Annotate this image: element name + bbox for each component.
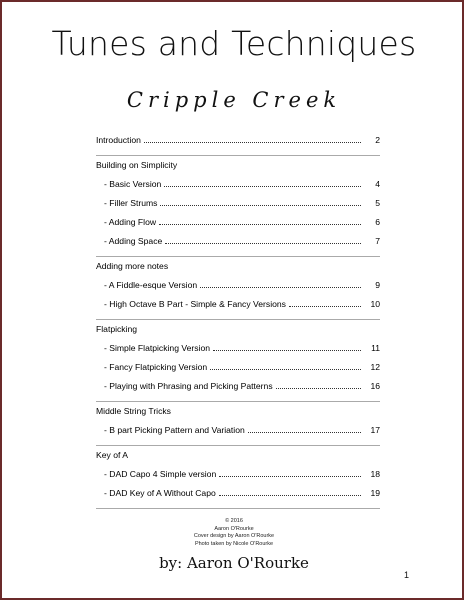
toc-entry-page: 12	[370, 362, 380, 372]
page-number: 1	[404, 570, 410, 580]
toc-entry-page: 6	[375, 217, 380, 227]
toc-section-flatpicking	[96, 320, 380, 402]
toc-section-heading: Adding more notes	[96, 261, 169, 271]
toc-entry[interactable]	[96, 275, 380, 294]
author-line: by: Aaron O'Rourke	[159, 554, 309, 572]
toc-entry-label: - Adding Space	[104, 236, 163, 246]
toc-entry-introduction[interactable]	[96, 130, 380, 149]
toc-dot-leader	[160, 193, 361, 206]
toc-entry[interactable]	[96, 174, 380, 193]
toc-entry-label: - High Octave B Part - Simple & Fancy Versions	[104, 299, 286, 309]
toc-entry[interactable]	[96, 376, 380, 395]
toc-intro-section	[96, 130, 380, 156]
copyright-line: © 2016	[225, 518, 243, 524]
toc-dot-leader	[200, 275, 361, 288]
toc-entry-page: 11	[371, 343, 380, 353]
toc-entry-page: 19	[370, 488, 380, 498]
toc-dot-leader	[159, 212, 361, 225]
toc-entry-label: - DAD Key of A Without Capo	[104, 488, 216, 498]
toc-entry-label: - B part Picking Pattern and Variation	[104, 425, 245, 435]
toc-entry[interactable]	[96, 338, 380, 357]
toc-entry-page: 4	[375, 179, 380, 189]
toc-entry-label: - Fancy Flatpicking Version	[104, 362, 208, 372]
tune-title: Cripple Creek	[126, 88, 342, 112]
toc-entry-page: 9	[375, 280, 380, 290]
toc-section-adding-more-notes	[96, 257, 380, 320]
toc-entry-page: 10	[370, 299, 380, 309]
toc-entry[interactable]	[96, 483, 380, 502]
table-of-contents	[96, 130, 380, 509]
toc-entry-label: - A Fiddle-esque Version	[104, 280, 198, 290]
toc-dot-leader	[248, 420, 361, 433]
toc-entry[interactable]	[96, 420, 380, 439]
toc-entry-label: - Playing with Phrasing and Picking Patterns	[104, 381, 273, 391]
toc-entry-label: - Filler Strums	[104, 198, 158, 208]
toc-dot-leader	[213, 338, 361, 351]
toc-entry[interactable]	[96, 193, 380, 212]
toc-section-middle-string-tricks	[96, 402, 380, 446]
toc-entry-label: Introduction	[96, 135, 141, 145]
toc-entry-page: 5	[375, 198, 380, 208]
toc-entry-label: - Simple Flatpicking Version	[104, 343, 211, 353]
toc-entry[interactable]	[96, 357, 380, 376]
toc-entry-page: 16	[370, 381, 380, 391]
toc-entry[interactable]	[96, 464, 380, 483]
credits-name: Aaron O'Rourke	[214, 525, 254, 532]
toc-section-heading: Building on Simplicity	[96, 160, 178, 170]
toc-entry-page: 17	[370, 425, 380, 435]
toc-dot-leader	[289, 294, 361, 307]
toc-dot-leader	[164, 174, 361, 187]
credits-block	[2, 518, 464, 548]
toc-entry-label: - Basic Version	[104, 179, 162, 189]
toc-dot-leader	[219, 464, 361, 477]
toc-entry-page: 7	[375, 236, 380, 246]
toc-entry[interactable]	[96, 212, 380, 231]
photo-credit: Photo taken by Nicole O'Rourke	[194, 540, 274, 547]
toc-entry-page: 2	[375, 135, 380, 145]
toc-dot-leader	[144, 130, 361, 143]
page-title: Tunes and Techniques	[51, 24, 417, 63]
toc-dot-leader	[219, 483, 361, 496]
toc-section-building-on-simplicity	[96, 156, 380, 257]
toc-entry-label: - DAD Capo 4 Simple version	[104, 469, 217, 479]
toc-section-heading: Key of A	[96, 450, 129, 460]
toc-dot-leader	[210, 357, 361, 370]
toc-section-key-of-a	[96, 446, 380, 509]
toc-dot-leader	[276, 376, 361, 389]
toc-section-heading: Middle String Tricks	[96, 406, 171, 416]
toc-dot-leader	[165, 231, 361, 244]
toc-entry-page: 18	[370, 469, 380, 479]
toc-entry[interactable]	[96, 231, 380, 250]
toc-entry[interactable]	[96, 294, 380, 313]
toc-section-heading: Flatpicking	[96, 324, 138, 334]
cover-credit: Cover design by Aaron O'Rourke	[193, 533, 275, 539]
toc-entry-label: - Adding Flow	[104, 217, 157, 227]
